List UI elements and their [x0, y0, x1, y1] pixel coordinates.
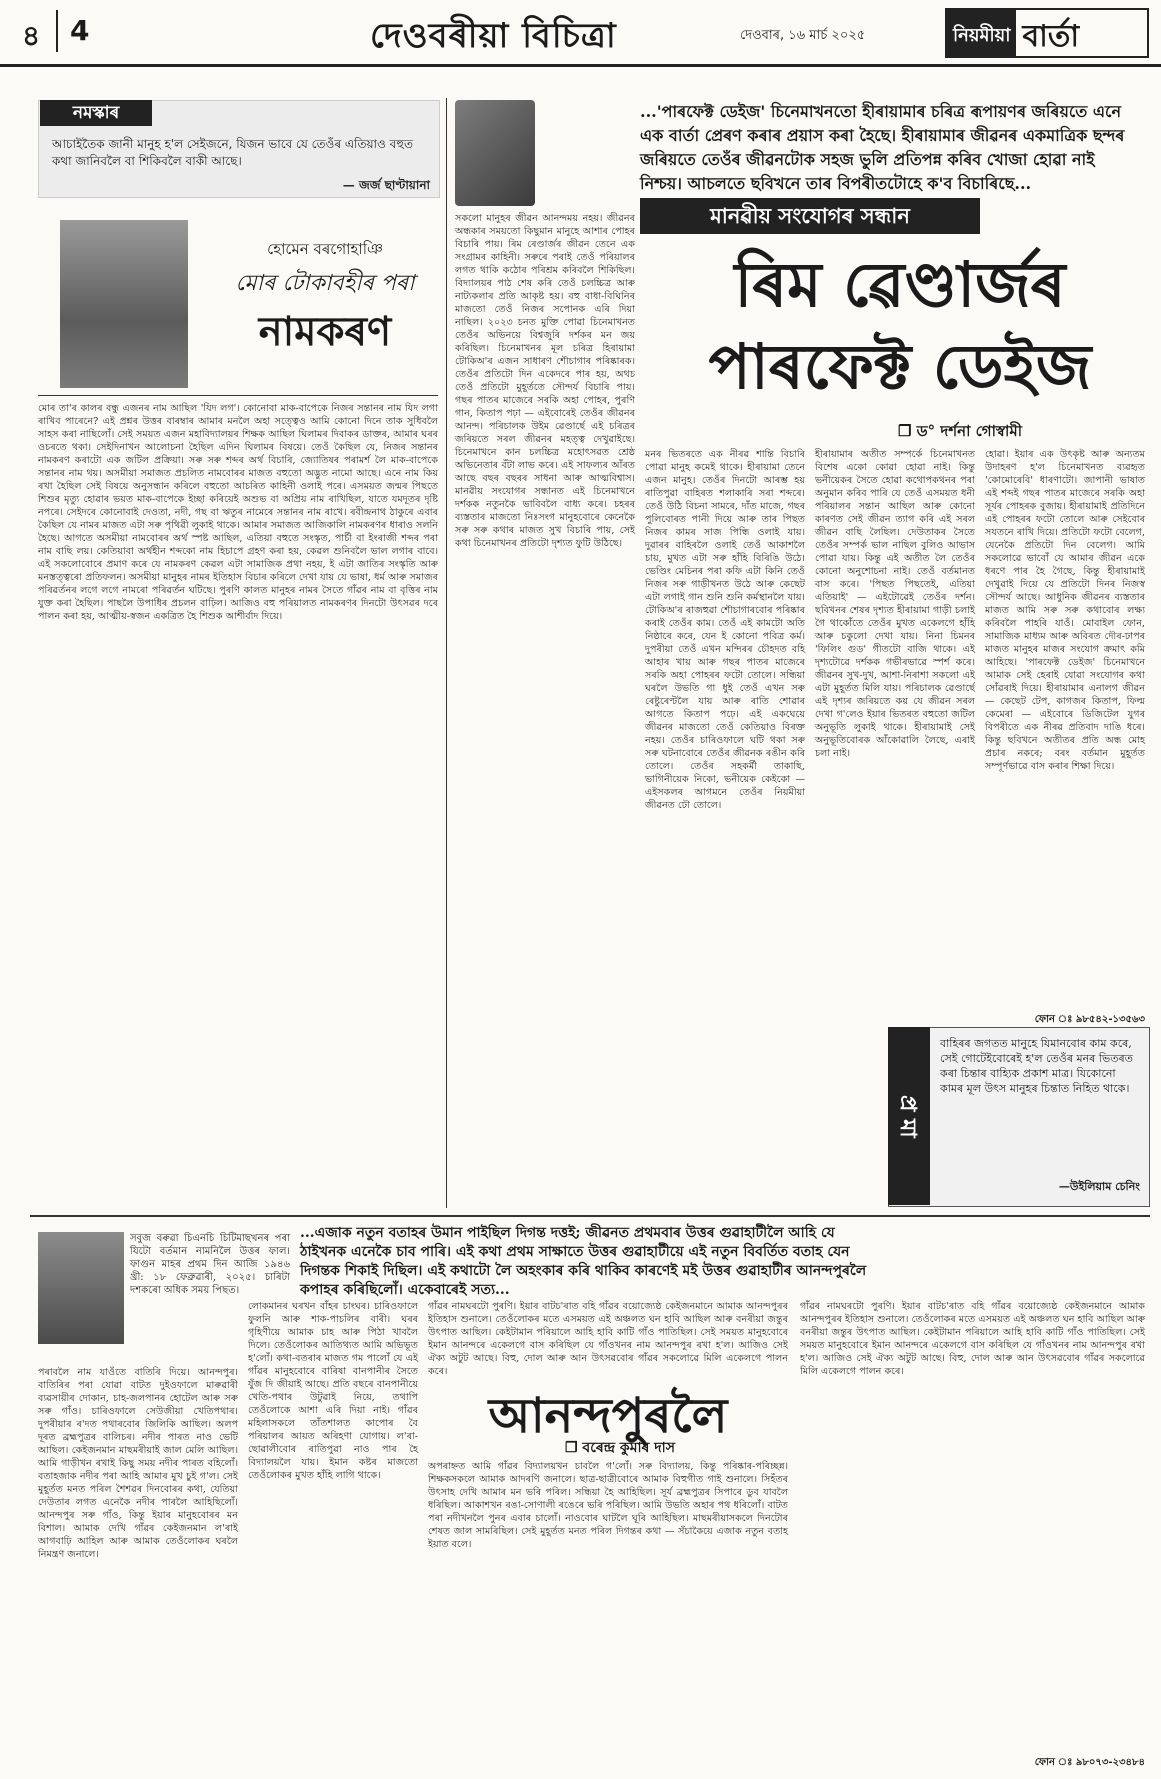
feature-headline-line-1: ৰিম ৱেণ্ডাৰ্জৰ: [734, 248, 1066, 321]
feature-body-col-3: হোৱা। ইয়াৰ এক উৎকৃষ্ট আৰু অন্যতম উদাহৰণ হ'ল চিনেমাখনত ব্যৱহৃত 'কোমোৰেবি' ধাৰণাটো। জাপানী ভাষাত এই শব্দই গছৰ পাতৰ মাজেৰে সৰকি অহা সূৰ্যৰ পোহৰক বুজায়। হীৰায়ামাই প্ৰতিদিনে এই পোহৰৰ ফটো তোলে আৰু সেইবোৰ সযতনে ৰাখি দিয়ে। প্ৰতিটো ফটো বেলেগ, যেনেকৈ প্ৰতিটো দিন বেলেগ। আমি সকলোৱে ভাবোঁ যে আমাৰ জীৱন একে ধৰণে পাৰ হৈ গৈছে, কিন্তু হীৰায়ামাই দেখুৱাই দিয়ে যে প্ৰতিটো দিনৰ নিজস্ব সৌন্দৰ্য আছে। আধুনিক জীৱনৰ ব্যস্ততাৰ মাজত আমি সৰু সৰু কথাবোৰ লক্ষ্য কৰিবলৈ পাহৰি যাওঁ। মোবাইল ফোন, সামাজিক মাধ্যম আৰু অবিৰত দৌৰ-ঢাপৰ মাজত মানুহৰ মাজৰ সংযোগ ক্ৰমাৎ কমি আহিছে। 'পাৰফেক্ট ডেইজ' চিনেমাখনে আমাক সেই হেৰাই যোৱা সংযোগৰ কথা সোঁৱৰাই দিয়ে। হীৰায়ামাৰ এনালগ জীৱন — কেছেট টেপ, কাগজৰ কিতাপ, ফিল্ম কেমেৰা — এইবোৰে ডিজিটেল যুগৰ বিপৰীতে এক নীৰৱ প্ৰতিবাদ দাঙি ধৰে। কিন্তু ছবিখনে অতীতৰ প্ৰতি অন্ধ মোহ প্ৰচাৰ নকৰে; বৰং বৰ্তমান মুহূৰ্তত সম্পূৰ্ণভাৱে বাস কৰাৰ শিক্ষা দিয়ে।: [985, 449, 1145, 772]
column-series-title: মোৰ টোকাবহীৰ পৰা: [235, 271, 415, 296]
travel-body-col-3: গাঁৱৰ নামঘৰটো পুৰণি। ইয়াৰ বাটচ'ৰাত বহি গাঁৱৰ বয়োজ্যেষ্ঠ কেইজনমানে আমাক আনন্দপুৰৰ ইতিহাস শুনালে। তেওঁলোকৰ মতে এসময়ত এই অঞ্চলত ঘন হাবি আছিল আৰু বনৰীয়া জন্তুৰ উৎপাত আছিল। কেইটামান পৰিয়ালে আহি হাবি কাটি গাঁও পাতিছিল। সেই সময়ত মানুহবোৰে ইমান আনন্দৰে একেলগে বাস কৰিছিল যে গাঁওখনৰ নাম আনন্দপুৰ ৰখা হ'ল। আজিও সেই ঐক্য অটুট আছে। বিহু, দোল আৰু আন উৎসৱবোৰ গাঁৱৰ সকলোৱে মিলি একেলগে পালন কৰে।: [428, 1301, 788, 1377]
pullquote: ...'পাৰফেক্ট ডেইজ' চিনেমাখনতো হীৰায়ামাৰ চৰিত্ৰ ৰূপায়ণৰ জৰিয়তে এনে এক বাৰ্তা প্ৰেৰণ কৰাৰ প্ৰয়াস কৰা হৈছে। হীৰায়ামাৰ জীৱনৰ একমাত্ৰিক ছন্দৰ জৰিয়তে তেওঁৰ জীৱনটোক সহজ ভুলি প্ৰতিপন্ন কৰিব খোজা হোৱা নাই নিশ্চয়। আচলতে ছবিখনে তাৰ বিপৰীতটোহে ক'ব বিচাৰিছে...: [640, 102, 1125, 193]
travel-lede: ...এজাক নতুন বতাহৰ উমান পাইছিল দিগন্ত দত্তই; জীৱনত প্ৰথমবাৰ উত্তৰ গুৱাহাটীলৈ আহি যে ঠাইখনক এনেকৈ চাব পাৰি। এই কথা প্ৰথম সাক্ষাতে উত্তৰ গুৱাহাটীয়ে এই নতুন বিবৰ্তিত বতাহ যেন দিগন্তক শিকাই দিছিল। এই কথাটো লৈ অহংকাৰ কৰি থাকিব কাৰণেই মই উত্তৰ গুৱাহাটীৰ আনন্দপুৰলৈ কপাহৰ কৰিছিলোঁ। একেবাৰেই সত্য...: [300, 1225, 867, 1298]
page-number-latin: 4: [70, 14, 90, 47]
column-author: হোমেন বৰগোহাঞি: [267, 240, 383, 258]
travel-body-col-2: লোকমানৰ ঘৰখন বাঁহৰ চাংঘৰ। চাৰিওফালে ফুলনি আৰু শাক-পাচলিৰ বাৰী। ঘৰৰ গৃহিণীয়ে আমাক চাহ আৰু পিঠা খাবলৈ দিলে। তেওঁলোকৰ আতিথ্যত আমি অভিভূত হ'লোঁ। কথা-বতৰাৰ মাজত গম পালোঁ যে এই গাঁৱৰ মানুহবোৰে বাৰিষা বানপানীৰ সৈতে যুঁজ দি জীয়াই আছে। প্ৰতি বছৰে বানপানীয়ে খেতি-পথাৰ উটুৱাই নিয়ে, তথাপি তেওঁলোকে আশা এৰি দিয়া নাই। গাঁৱৰ মহিলাসকলে তাঁতশালত কাপোৰ বৈ পৰিয়ালৰ আয়ত অৰিহণা যোগায়। ল'ৰা-ছোৱালীবোৰ ৰাতিপুৱা নাও পাৰ হৈ বিদ্যালয়লৈ যায়। ইমান কষ্টৰ মাজতো তেওঁলোকৰ মুখত হাঁহি লাগি থাকে।: [248, 1301, 418, 1481]
page-number: ৪: [22, 19, 41, 52]
namaskar-quote: আচাইতৈক জানী মানুহ হ'ল সেইজনে, যিজন ভাবে যে তেওঁৰ এতিয়াও বহুত কথা জানিবলৈ বা শিকিবলৈ বাকী আছে।: [52, 137, 414, 168]
feature-photo: [455, 100, 535, 206]
travel-body-col-4: অপৰাহ্নত আমি গাঁৱৰ বিদ্যালয়খন চাবলৈ গ'লোঁ। সৰু বিদ্যালয়, কিন্তু পৰিষ্কাৰ-পৰিচ্ছন্ন। শিক্ষকসকলে আমাক আদৰণি জনালে। ছাত্ৰ-ছাত্ৰীবোৰে আমাক বিহুগীত গাই শুনালে। সিহঁতৰ উৎসাহ দেখি আমাৰ মন ভৰি পৰিল। সন্ধিয়া হৈ আহিছিল। সূৰ্য ব্ৰহ্মপুত্ৰৰ সিপাৰে ডুব যাবলৈ ধৰিছিল। আকাশখন ৰঙা-সোণালী ৰঙেৰে ভৰি পৰিছিল। আমি উভতি অহাৰ পথ ধৰিলোঁ। বাটত পৰা নদীখনলৈ পুনৰ এবাৰ চালোঁ। নাওবোৰ ঘাটলৈ ঘূৰি আহিছিল। মাছমৰীয়াসকলে দিনটোৰ শেষত জাল সামৰিছিল। সেই মুহূৰ্তত মনত পৰিল দিগন্তৰ কথা — সঁচাকৈয়ে এজাক নতুন বতাহ ইয়াত বলে।: [428, 1461, 788, 1550]
newspaper-logo: [945, 8, 1149, 58]
feature-mid-body: সকলো মানুহৰ জীৱন আনন্দময় নহয়। জীৱনৰ অন্ধকাৰ সময়তো কিছুমান মানুহে আশাৰ পোহৰ বিচাৰি পায়। ৰিম ৰেণ্ডাৰ্জৰ জীৱন তেনে এক সংগ্ৰামৰ কাহিনী। সৰুৰে পৰাই তেওঁ পৰিয়ালৰ লগত থাকি কঠোৰ পৰিশ্ৰম কৰিবলৈ শিকিছিল। বিদ্যালয়ৰ পাঠ শেষ কৰি তেওঁ চলচ্চিত্ৰ আৰু নাট্যকলাৰ প্ৰতি আকৃষ্ট হয়। বহু বাধা-বিঘিনিৰ মাজতো তেওঁ নিজৰ সপোনক এৰি দিয়া নাছিল। ২০২৩ চনত মুক্তি পোৱা চিনেমাখনত তেওঁৰ অভিনয়ে বিশ্বজুৰি দৰ্শকৰ মন জয় কৰিছিল। চিনেমাখনৰ মূল চৰিত্ৰ হিৰায়ামা টোকিঅ'ৰ এজন সাধাৰণ শৌচাগাৰ পৰিষ্কাৰক। তেওঁৰ প্ৰতিটো দিন একেদৰে পাৰ হয়, অথচ তেওঁ প্ৰতিটো মুহূৰ্ততে সৌন্দৰ্য বিচাৰি পায়। গছৰ পাতৰ মাজেৰে সৰকি অহা পোহৰ, পুৰণি গান, কিতাপ পঢ়া — এইবোৰেই তেওঁৰ জীৱনৰ আনন্দ। পৰিচালক উইম ৱেণ্ডাৰ্ছে এই চৰিত্ৰৰ জৰিয়তে সৰল জীৱনৰ মহত্ত্ব দেখুৱাইছে। চিনেমাখনে কান চলচ্চিত্ৰ মহোৎসৱত শ্ৰেষ্ঠ অভিনেতাৰ বঁটা লাভ কৰে। এই সাফল্যৰ আঁৰত আছে বছৰ বছৰৰ সাধনা আৰু আত্মবিশ্বাস। মানৱীয় সংযোগৰ সন্ধানত এই চিনেমাখনে দৰ্শকক নতুনকৈ ভাবিবলৈ বাধ্য কৰে। চহৰৰ ব্যস্ততাৰ মাজতো নিঃসংগ মানুহবোৰে কেনেকৈ সৰু সৰু কথাৰ মাজত সুখ বিচাৰি পায়, সেই কথা চিনেমাখনৰ প্ৰতিটো দৃশ্যত ফুটি উঠিছে।: [455, 213, 635, 549]
travel-phone: ফোন ঃ ৯৮০৭৩-২৩৪৮৪: [1034, 1757, 1145, 1768]
quote-box-text: বাহিৰৰ জগতত মানুহে যিমানবোৰ কাম কৰে, সেই গোটেইবোৰেই হ'ল তেওঁৰ মনৰ ভিতৰত কৰা চিন্তাৰ বাহ্যিক প্ৰকাশ মাত্ৰ। যিকোনো কামৰ মূল উৎস মানুহৰ চিন্তাত নিহিত থাকে।: [940, 1037, 1133, 1095]
author-portrait: [60, 220, 188, 388]
feature-phone: ফোন ঃ ৯৮৫৪২-১৩৫৬৩: [1034, 1014, 1145, 1025]
quote-box-label: প্ৰ মা: [888, 1027, 930, 1205]
namaskar-label: নমস্কাৰ: [40, 100, 152, 126]
logo-part-2: বাৰ্তা: [1022, 19, 1080, 54]
travel-author: ❐ বৰেন্দ্ৰ কুমাৰ দাস: [565, 1440, 675, 1456]
dateline: দেওবাৰ, ১৬ মাৰ্চ ২০২৫: [740, 28, 866, 43]
namaskar-quote-author: — জৰ্জ ছাণ্টায়ানা: [342, 178, 430, 192]
feature-headline-line-2: পাৰফেক্ট ডেইজ: [708, 330, 1092, 403]
travel-body-col-5: গাঁৱৰ নামঘৰটো পুৰণি। ইয়াৰ বাটচ'ৰাত বহি গাঁৱৰ বয়োজ্যেষ্ঠ কেইজনমানে আমাক আনন্দপুৰৰ ইতিহাস শুনালে। তেওঁলোকৰ মতে এসময়ত এই অঞ্চলত ঘন হাবি আছিল আৰু বনৰীয়া জন্তুৰ উৎপাত আছিল। কেইটামান পৰিয়ালে আহি হাবি কাটি গাঁও পাতিছিল। সেই সময়ত মানুহবোৰে ইমান আনন্দৰে একেলগে বাস কৰিছিল যে গাঁওখনৰ নাম আনন্দপুৰ ৰখা হ'ল। আজিও সেই ঐক্য অটুট আছে। বিহু, দোল আৰু আন উৎসৱবোৰ গাঁৱৰ সকলোৱে মিলি একেলগে পালন কৰে।: [800, 1301, 1145, 1377]
feature-body-col-2: হীৰায়ামাৰ অতীত সম্পৰ্কে চিনেমাখনত বিশেষ একো কোৱা হোৱা নাই। কিন্তু ভনীয়েকৰ সৈতে হোৱা কথোপকথনৰ পৰা অনুমান কৰিব পাৰি যে তেওঁ এসময়ত ধনী পৰিয়ালৰ সন্তান আছিল আৰু কোনো কাৰণত সেই জীৱন ত্যাগ কৰি এই সৰল জীৱন বাছি লৈছিল। দেউতাকৰ সৈতে তেওঁৰ সম্পৰ্ক ভাল নাছিল বুলিও আভাস পোৱা যায়। কিন্তু এই অতীত লৈ তেওঁৰ কোনো অনুশোচনা নাই। তেওঁ বৰ্তমানত বাস কৰে। 'পিছত পিছতেই, এতিয়া এতিয়াই' — এইটোৱেই তেওঁৰ দৰ্শন। ছবিখনৰ শেষৰ দৃশ্যত হীৰায়ামা গাড়ী চলাই গৈ থাকোঁতে তেওঁৰ মুখত একেলগে হাঁহি আৰু চকুলো দেখা যায়। নিনা চিমনৰ 'ফিলিং গুড' গীতটো বাজি থাকে। এই দৃশ্যটোৱে দৰ্শকক গভীৰভাৱে স্পৰ্শ কৰে। জীৱনৰ সুখ-দুখ, আশা-নিৰাশা সকলো এই এটা মুহূৰ্তত মিলি যায়। পৰিচালক ৱেণ্ডাৰ্ছে এই দৃশ্যৰ জৰিয়তে কয় যে জীৱন সৰল দেখা গ'লেও ইয়াৰ ভিতৰত বহুতো জটিল অনুভূতি লুকাই থাকে। হীৰায়ামাই সেই অনুভূতিবোৰক আঁকোৱালি লৈছে, এৰাই চলা নাই।: [815, 449, 975, 759]
section-divider: [30, 1215, 1150, 1217]
travel-body-col-1: পৰাবলৈ নাম যাওঁতে বাতিৰি দিয়ে। আনন্দপুৰ। বাতিৰিৰ পৰা যোৱা বাটত দুইওফালে মাৰুৱাৰী ব্যৱসায়ীৰ দোকান, চাহ-জলপানৰ হোটেল আৰু সৰু সৰু গাঁও। চাৰিওফালে সেউজীয়া খেতিপথাৰ। দুপৰীয়াৰ ৰ'দত পথাৰবোৰ জিলিকি আছিল। অলপ দূৰত ব্ৰহ্মপুত্ৰৰ বালিচৰ। নদীৰ পাৰত নাও ভেটি আছিল। কেইজনমান মাছমৰীয়াই জাল মেলি আছিল। আমি গাড়ীখন ৰখাই কিছু সময় নদীৰ পাৰত বহিলোঁ। বতাহজাক নদীৰ পৰা আহি আমাৰ মুখ চুই গ'ল। সেই মুহূৰ্তত মনত পৰিল শৈশৱৰ দিনবোৰৰ কথা, যেতিয়া দেউতাৰ লগত এনেকৈ নদীৰ পাৰলৈ আহিছিলোঁ। আনন্দপুৰ সৰু গাঁও, কিন্তু ইয়াৰ মানুহবোৰৰ মন বিশাল। আমাক দেখি গাঁৱৰ কেইজনমান ল'ৰাই আগবাঢ়ি আহিল আৰু আমাক তেওঁলোকৰ ঘৰলৈ নিমন্ত্ৰণ জনালে।: [38, 1367, 238, 1560]
feature-headline: [660, 244, 1140, 408]
feature-author: ❐ ড° দৰ্শনা গোস্বামী: [897, 422, 1023, 440]
divider: [38, 395, 438, 396]
sabuj-photo: [38, 1232, 124, 1344]
feature-kicker: মানৱীয় সংযোগৰ সন্ধান: [640, 198, 980, 234]
sabuj-bio: সবুজ বৰুৱা চিএনচি চিটিমাছখনৰ পৰা যিটো বৰ্তমান নামনিলৈ উত্তৰ ফাল। ফাগুন মাহৰ প্ৰথম দিন আজি ১৯৪৬ খ্ৰী: ১৮ ফেব্ৰুৱাৰী, ২০২৫। চাৰিটা দশকৰো অধিক সময় পিছত।: [130, 1233, 290, 1296]
travel-headline: আনন্দপুৰলৈ: [488, 1388, 728, 1444]
page-number-divider: [56, 10, 58, 52]
section-title: দেওবৰীয়া বিচিত্ৰা: [370, 16, 617, 56]
quote-box-author: —উইলিয়াম চেনিং: [1058, 1180, 1140, 1193]
feature-body-col-1: মনৰ ভিতৰতে এক নীৰৱ শান্তি বিচাৰি পোৱা মানুহ কমেই থাকে। হীৰায়ামা তেনে এজন মানুহ। তেওঁৰ দিনটো আৰম্ভ হয় ৰাতিপুৱা বাহিৰত শলাকাৰি সৰা শব্দৰে। তেওঁ উঠি বিচনা সামৰে, দাঁত মাজে, গছৰ পুলিবোৰত পানী দিয়ে আৰু তাৰ পিছত নিজৰ কামৰ সাজ পিন্ধি ওলাই যায়। দুৱাৰৰ বাহিৰলৈ ওলাই তেওঁ আকাশলৈ চায়, মুখত এটা সৰু হাঁহি বিৰিঙি উঠে। ভেণ্ডিং মেচিনৰ পৰা কফি এটা কিনি তেওঁ নিজৰ সৰু গাড়ীখনত উঠে আৰু কেছেট এটা লগাই গান শুনি শুনি কৰ্মস্থানলৈ যায়। টোকিঅ'ৰ ৰাজহুৱা শৌচাগাৰবোৰ পৰিষ্কাৰ কৰাই তেওঁৰ কাম। তেওঁ এই কামটো অতি নিষ্ঠাৰে কৰে, যেন ই কোনো পবিত্ৰ কৰ্ম। দুপৰীয়া তেওঁ এখন মন্দিৰৰ চৌহদত বহি আহাৰ খায় আৰু গছৰ পাতৰ মাজেৰে সৰকি অহা পোহৰৰ ফটো তোলে। সন্ধিয়া ঘৰলৈ উভতি গা ধুই তেওঁ এখন সৰু ৰেষ্টুৰেণ্টলৈ যায় আৰু ৰাতি শোৱাৰ আগতে কিতাপ পঢ়ে। এই একঘেয়ে জীৱনৰ মাজতো তেওঁ কেতিয়াও বিৰক্ত নহয়। তেওঁৰ চাৰিওফালে ঘটি থকা সৰু সৰু ঘটনাবোৰে তেওঁৰ জীৱনক ৰঙীন কৰি তোলে। তেওঁৰ সহকৰ্মী তাকাছি, ভাগিনীয়েক নিকো, ভনীয়েক কেইকো — এইসকলৰ আগমনে তেওঁৰ নিয়মীয়া জীৱনত ঢৌ তোলে।: [645, 449, 805, 811]
column-headline: নামকৰণ: [258, 309, 392, 355]
column-body: মোৰ তা'ৰ কালৰ বন্ধু এজনৰ নাম আছিল 'যিদ লগ'। কোনোবা মাক-বাপেকে নিজৰ সন্তানৰ নাম যিদ লগা ৰাখিব পাৰেনে? এই প্ৰশ্নৰ উত্তৰ বাৰম্বাৰ আমাৰ মনলৈ অহা সত্ত্বেও আমি কোনো দিনে তাক সুধিবলৈ সাহস কৰা নাছিলোঁ। সেই সময়ত এজন মহাবিদ্যালয়ৰ শিক্ষক আছিল ঘিলামৰ দিবাকৰ ডাক্তৰ, আমাৰ ঘৰৰ ওচৰতে থকা। সেইদিনাখন আলোচনা হৈছিল এদিন ঘিলামৰ বিষয়ে। তেওঁ কৈছিল যে, নিজৰ সন্তানৰ নামকৰণ কৰাটো এক জটিল প্ৰক্ৰিয়া। সৰু সৰু শব্দৰ অৰ্থ বিচাৰি, জ্যোতিষৰ পৰামৰ্শ লৈ মাক-বাপেকে সন্তানৰ নাম থয়। অসমীয়া সমাজত প্ৰচলিত নামবোৰৰ মাজত বহুতো অদ্ভুত নামো আছে। এনে নাম কিয় ৰখা হৈছিল সেই বিষয়ে অনুসন্ধান কৰিলে বহুতো আচৰিত কাহিনী ওলাই পৰে। এসময়ত জন্মৰ পিছতে শিশুৰ মৃত্যু হোৱাৰ ভয়ত মাক-বাপেকে ইচ্ছা কৰিয়েই অশুভ বা অপ্ৰিয় নাম ৰাখিছিল, যাতে যমদূতৰ দৃষ্টি নপৰে। সেইদৰে কোনোবাই দেওতা, নদী, গছ বা ঋতুৰ নামেৰে সন্তানৰ নাম ৰাখে। ৰবীন্দ্ৰনাথ ঠাকুৰে এবাৰ কৈছিল যে নামৰ মাজত এটা সৰু পৃথিৱী লুকাই থাকে। আমাৰ সমাজত আজিকালি নামকৰণৰ ধাৰাও সলনি হৈছে। আগতে অসমীয়া নামবোৰৰ অৰ্থ স্পষ্ট আছিল, এতিয়া বহুতে সংস্কৃত, পাৰ্চী বা ইংৰাজী শব্দৰ পৰা নাম বাছি লয়। কেতিয়াবা অৰ্থহীন শব্দকো নাম হিচাপে গ্ৰহণ কৰা হয়, কেৱল শুনিবলৈ ভাল লগাৰ বাবে। এই সকলোবোৰে প্ৰমাণ কৰে যে নামকৰণ কেৱল এটা সামাজিক প্ৰথা নহয়, ই এটা জাতিৰ সংস্কৃতি আৰু মনস্তত্ত্বৰো প্ৰতিফলন। অসমীয়া মানুহৰ নামৰ ইতিহাস বিচাৰ কৰিলে দেখা যায় যে ভাষা, ধৰ্ম আৰু সমাজৰ পৰিৱৰ্তনৰ লগে লগে নামৰো পৰিৱৰ্তন ঘটিছে। পুৰণি কালত মানুহৰ নামৰ সৈতে গাঁৱৰ নাম বা বৃত্তিৰ নাম যুক্ত কৰা হৈছিল। পাছলৈ উপাধিৰ প্ৰচলন বাঢ়িল। আজিও বহু পৰিয়ালত নামকৰণৰ দিনটো উৎসৱৰ দৰে পালন কৰা হয়, আত্মীয়-স্বজন একত্ৰিত হৈ শিশুক আশীৰ্বাদ দিয়ে।: [38, 403, 438, 622]
column-divider: [446, 98, 447, 1208]
logo-part-1: নিয়মীয়া: [947, 10, 1016, 56]
